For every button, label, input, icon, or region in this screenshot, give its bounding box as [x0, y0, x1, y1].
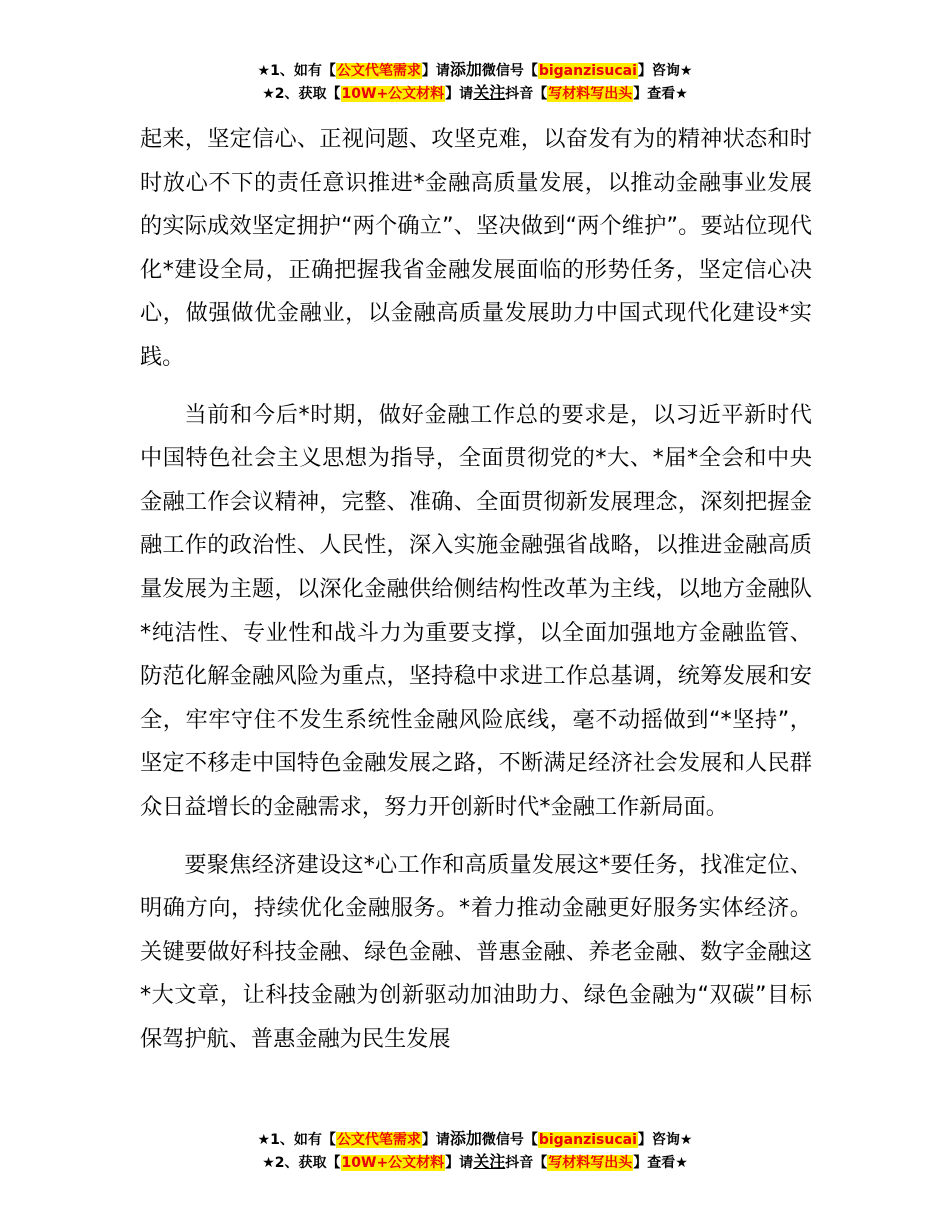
banner-text: 】请: [421, 63, 450, 79]
highlight-douyin-account: 写材料写出头: [548, 86, 633, 102]
banner-text: 】请: [445, 1155, 474, 1171]
banner-suffix: 】咨询★: [637, 1132, 693, 1148]
banner-suffix: 】咨询★: [637, 63, 693, 79]
banner-prefix: ★2、获取【: [262, 86, 341, 102]
header-banner: [0, 59, 950, 105]
paragraph: 要聚焦经济建设这*心工作和高质量发展这*要任务，找准定位、明确方向，持续优化金融服务。*着力推动金融更好服务实体经济。关键要做好科技金融、绿色金融、普惠金融、养老金融、数字金融这*大文章，让科技金融为创新驱动加油助力、绿色金融为“双碳”目标保驾护航、普惠金融为民生发展: [140, 851, 812, 1052]
document-body: [140, 118, 812, 1061]
footer-banner-line-1: [0, 1128, 950, 1151]
banner-text: 】请: [421, 1132, 450, 1148]
highlight-wechat-id: biganzisucai: [538, 63, 637, 79]
banner-emphasis: 关注: [473, 1152, 506, 1171]
footer-banner-line-2: [0, 1151, 950, 1174]
header-banner-line-1: [0, 59, 950, 82]
banner-suffix: 】查看★: [633, 1155, 688, 1171]
paragraph: 起来，坚定信心、正视问题、攻坚克难，以奋发有为的精神状态和时时放心不下的责任意识推进*金融高质量发展，以推动金融事业发展的实际成效坚定拥护“两个确立”、坚决做到“两个维护”。要站位现代化*建设全局，正确把握我省金融发展面临的形势任务，坚定信心决心，做强做优金融业，以金融高质量发展助力中国式现代化建设*实践。: [140, 126, 812, 370]
paragraph: 当前和今后*时期，做好金融工作总的要求是，以习近平新时代中国特色社会主义思想为指导，全面贯彻党的*大、*届*全会和中央金融工作会议精神，完整、准确、全面贯彻新发展理念，深刻把握金融工作的政治性、人民性，深入实施金融强省战略，以推进金融高质量发展为主题，以深化金融供给侧结构性改革为主线，以地方金融队*纯洁性、专业性和战斗力为重要支撑，以全面加强地方金融监管、防范化解金融风险为重点，坚持稳中求进工作总基调，统筹发展和安全，牢牢守住不发生系统性金融风险底线，毫不动摇做到“*坚持”，坚定不移走中国特色金融发展之路，不断满足经济社会发展和人民群众日益增长的金融需求，努力开创新时代*金融工作新局面。: [140, 401, 812, 820]
highlight-materials: 10W+公文材料: [341, 1155, 445, 1171]
highlight-wechat-id: biganzisucai: [538, 1132, 637, 1148]
banner-text: 微信号【: [481, 1132, 538, 1148]
banner-text: 】请: [445, 86, 474, 102]
banner-emphasis: 添加: [449, 1129, 482, 1148]
header-banner-line-2: [0, 82, 950, 105]
banner-prefix: ★1、如有【: [257, 1132, 336, 1148]
footer-banner: [0, 1128, 950, 1174]
banner-suffix: 】查看★: [633, 86, 688, 102]
banner-emphasis: 添加: [449, 60, 482, 79]
banner-text: 微信号【: [481, 63, 538, 79]
highlight-service: 公文代笔需求: [336, 1132, 421, 1148]
banner-text: 抖音【: [505, 86, 548, 102]
banner-emphasis: 关注: [473, 83, 506, 102]
highlight-materials: 10W+公文材料: [341, 86, 445, 102]
banner-prefix: ★1、如有【: [257, 63, 336, 79]
highlight-service: 公文代笔需求: [336, 63, 421, 79]
banner-text: 抖音【: [505, 1155, 548, 1171]
highlight-douyin-account: 写材料写出头: [548, 1155, 633, 1171]
banner-prefix: ★2、获取【: [262, 1155, 341, 1171]
